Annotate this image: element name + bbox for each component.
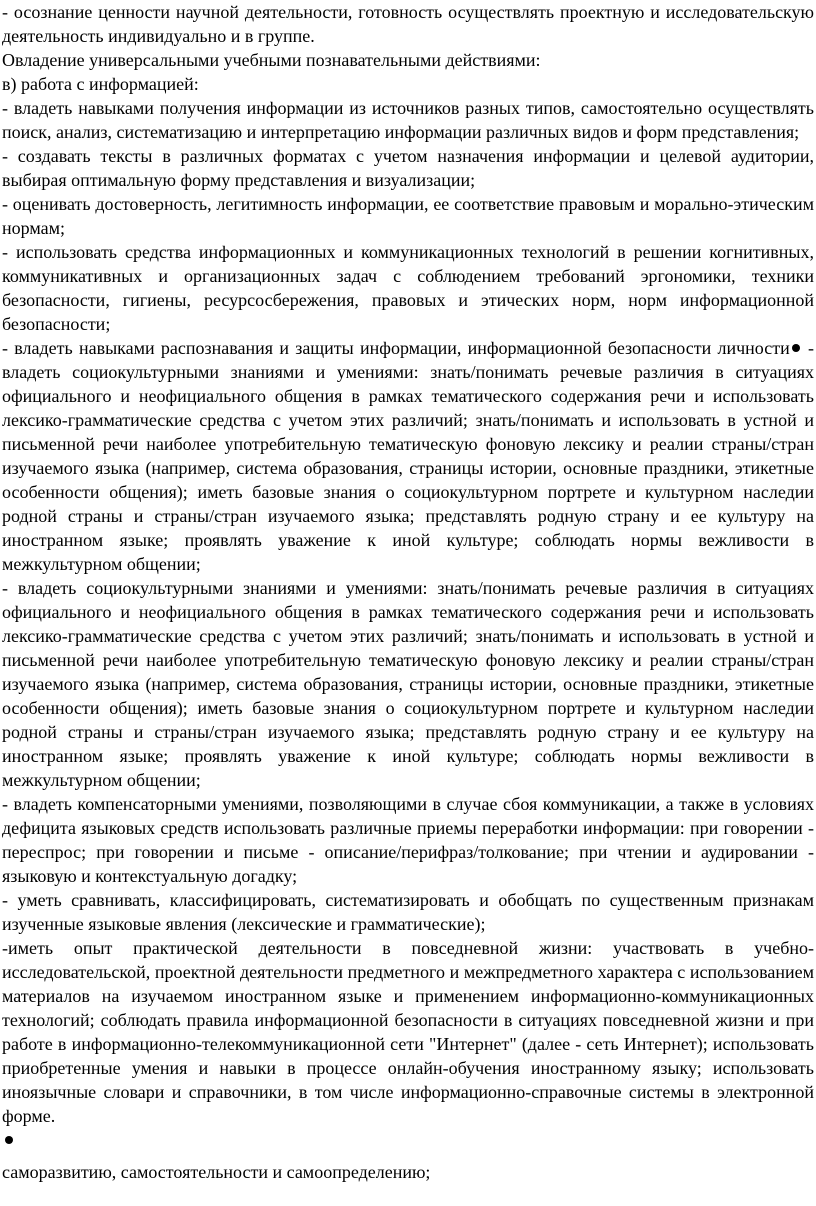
paragraph-info-work-heading: в) работа с информацией: xyxy=(2,74,199,94)
paragraph-evaluate-info: - оценивать достоверность, легитимность информации, ее соответствие правовым и морально-этическим нормам; xyxy=(2,194,814,238)
sociocultural-text-inline: - владеть социокультурными знаниями и умениями: знать/понимать речевые различия в ситуациях официального и неофициального общения в рамках тематического содержания речи и использовать лексико-грамматические средства с учетом этих различий; знать/понимать и использовать в устной и письменной речи наиболее употребительную тематическую фоновую лексику и реалии страны/стран изучаемого языка (например, система образования, страницы истории, основные праздники, этикетные особенности общения); иметь базовые знания о социокультурном портрете и культурном наследии родной страны и страны/стран изучаемого языка; представлять родную страну и ее культуру на иностранном языке; проявлять уважение к иной культуре; соблюдать нормы вежливости в межкультурном общении; xyxy=(2,338,815,574)
paragraph-practical-experience: -иметь опыт практической деятельности в повседневной жизни: участвовать в учебно-исследовательской, проектной деятельности предметного и межпредметного характера с использованием материалов на изучаемом иностранном языке и применением информационно-коммуникационных технологий; соблюдать правила информационной безопасности в ситуациях повседневной жизни и при работе в информационно-телекоммуникационной сети "Интернет" (далее - сеть Интернет); использовать приобретенные умения и навыки в процессе онлайн-обучения иностранному языку; использовать иноязычные словари и справочники, в том числе информационно-справочные системы в электронной форме. xyxy=(2,938,814,1126)
paragraph-cognitive-actions-heading: Овладение универсальными учебными познавательными действиями: xyxy=(2,50,541,70)
bullet-line xyxy=(2,1128,814,1152)
paragraph-self-development: саморазвитию, самостоятельности и самоопределению; xyxy=(2,1162,431,1182)
info-security-text: - владеть навыками распознавания и защиты информации, информационной безопасности личности xyxy=(2,338,790,358)
paragraph-compensatory: - владеть компенсаторными умениями, позволяющими в случае сбоя коммуникации, а также в условиях дефицита языковых средств использовать различные приемы переработки информации: при говорении - переспрос; при говорении и письме - описание/перифраз/толкование; при чтении и аудировании - языковую и контекстуальную догадку; xyxy=(2,794,814,886)
bullet-icon xyxy=(5,1136,13,1144)
paragraph-ict-tools: - использовать средства информационных и коммуникационных технологий в решении когнитивных, коммуникативных и организационных задач с соблюдением требований эргономики, техники безопасности, гигиены, ресурсосбережения, правовых и этических норм, норм информационной безопасности; xyxy=(2,242,814,334)
paragraph-info-security xyxy=(2,336,814,576)
bullet-icon xyxy=(792,344,800,352)
paragraph-info-sources: - владеть навыками получения информации из источников разных типов, самостоятельно осуществлять поиск, анализ, систематизацию и интерпретацию информации различных видов и форм представления; xyxy=(2,98,814,142)
paragraph-sociocultural: - владеть социокультурными знаниями и умениями: знать/понимать речевые различия в ситуациях официального и неофициального общения в рамках тематического содержания речи и использовать лексико-грамматические средства с учетом этих различий; знать/понимать и использовать в устной и письменной речи наиболее употребительную тематическую фоновую лексику и реалии страны/стран изучаемого языка (например, система образования, страницы истории, основные праздники, этикетные особенности общения); иметь базовые знания о социокультурном портрете и культурном наследии родной страны и страны/стран изучаемого языка; представлять родную страну и ее культуру на иностранном языке; проявлять уважение к иной культуре; соблюдать нормы вежливости в межкультурном общении; xyxy=(2,578,814,790)
paragraph-research-value: - осознание ценности научной деятельности, готовность осуществлять проектную и исследовательскую деятельность индивидуально и в группе. xyxy=(2,2,814,46)
paragraph-compare-classify: - уметь сравнивать, классифицировать, систематизировать и обобщать по существенным признакам изученные языковые явления (лексические и грамматические); xyxy=(2,890,814,934)
spacer xyxy=(2,1152,814,1160)
paragraph-create-texts: - создавать тексты в различных форматах с учетом назначения информации и целевой аудитории, выбирая оптимальную форму представления и визуализации; xyxy=(2,146,814,190)
